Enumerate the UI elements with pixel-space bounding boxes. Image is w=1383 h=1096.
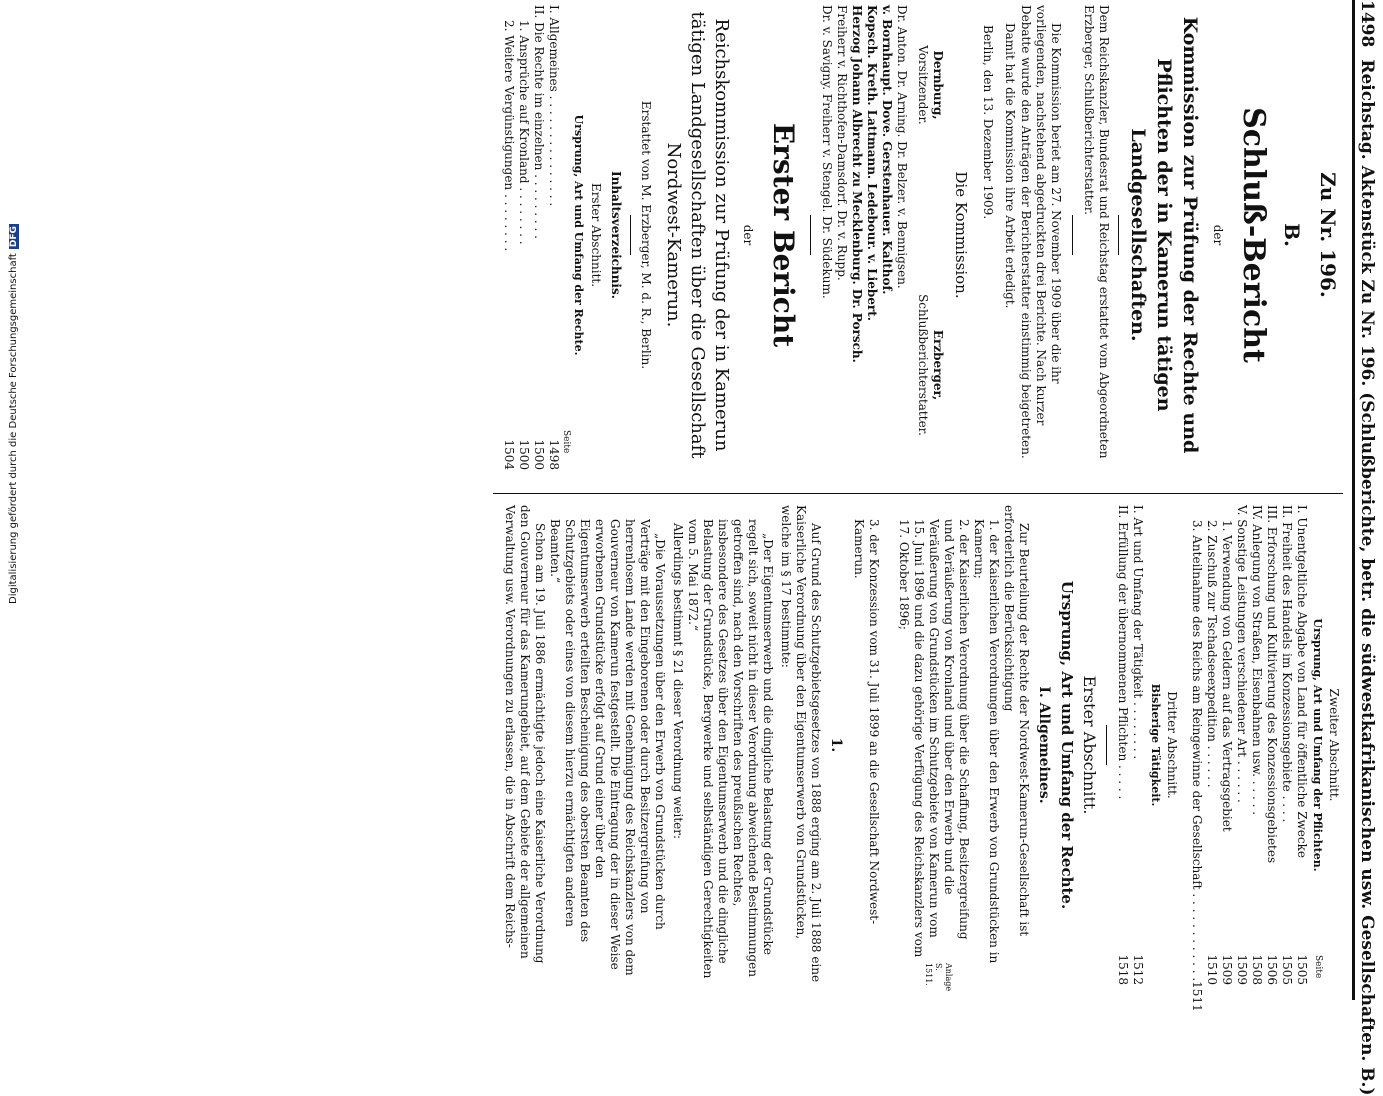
- toc-section-3: Dritter Abschnitt.: [1165, 691, 1179, 799]
- list-item: 2. der Kaiserlichen Verordnung über die Schaffung, Besitzergreifung und Veräußerung von Kronland und über den Erwerb und die Veräußerung von Grundstücken im Schutzgebiete von Kamerun vom 15. Juni 1896 und die dazu gehörige Verfügung des Reichskanzlers vom 17. Oktober 1896;: [897, 519, 971, 958]
- first-report-title: Erster Bericht: [767, 122, 800, 348]
- member-line: Kopsch. Kreth. Lattmann. Ledebour. v. Liebert.: [865, 5, 879, 321]
- header-rule: [1352, 0, 1355, 1000]
- toc-row: 2. Weitere Vergünstigungen . . . . . . . . 1504: [502, 20, 516, 470]
- paragraph: Schon am 19. Juli 1886 ermächtigte jedoch eine Kaiserliche Verordnung den Gouverneur für das Kamerungebiet, auf dem Gebiete der allgemeinen Verwaltung usw. Verordnungen zu erlassen, die in Abschrift dem Reichs-: [503, 505, 547, 964]
- toc-section-2-sub: Ursprung, Art und Umfang der Pflichten.: [1311, 618, 1324, 872]
- divider: [810, 215, 811, 255]
- reich-commission-title: Reichskommission zur Prüfung der in Kamerun tätigen Landgesellschaften über die Gesellschaft Nordwest-Kamerun.: [663, 11, 732, 459]
- list-item: 1. der Kaiserlichen Verordnungen über den Erwerb von Grundstücken in Kamerun;: [972, 519, 1001, 964]
- section-1-sub: Ursprung, Art und Umfang der Rechte.: [1058, 580, 1076, 910]
- quote: „Die Voraussetzungen über den Erwerb von Grundstücken durch Verträge mit den Eingeborenen oder durch Besitzergreifung von herrenlosem Lande werden mit Genehmigung des Reichskanzlers von dem Gouverneur von Kamerun festgestellt. Die Eintragung der in dieser Weise erworbenen Grundstücke erfolgt auf Grund einer über den Eigentumserwerb erteilten Bescheinigung des obersten Beamten des Schutzgebiets oder eines von diesem hierzu ermächtigten anderen Beamten.“: [548, 519, 667, 976]
- margin-note: Anlage S. 1511.: [924, 963, 953, 992]
- toc-row: II. Die Rechte im einzelnen . . . . . . . . . 1500: [532, 5, 546, 470]
- toc-row: 1. Verwendung von Geldern auf das Vertragsgebiet 1509: [1220, 520, 1234, 985]
- divider: [1118, 215, 1119, 255]
- member-line: Dr. Anton. Dr. Arning. Dr. Belzer. v. Bennigsen.: [895, 5, 909, 289]
- document-title: Schluß-Bericht: [1236, 107, 1271, 363]
- toc-section-1-sub: Ursprung, Art und Umfang der Rechte.: [572, 114, 585, 356]
- page-number: 1498: [1357, 0, 1377, 48]
- chair-role: Vorsitzender.: [916, 45, 930, 125]
- chair-name: Dernburg,: [931, 50, 945, 120]
- toc-page-label: Seite: [561, 430, 571, 454]
- quote: „Der Eigentumserwerb und die dingliche Belastung der Grundstücke regelt sich, soweit nicht in dieser Verordnung abweichende Bestimmungen getroffen sind, nach den Vorschriften des preußischen Rechtes, insbesondere des Gesetzes über den Eigentumserwerb und die dingliche Belastung der Grundstücke, Bergwerke und selbständigen Gerechtigkeiten vom 5. Mai 1872.“: [686, 519, 775, 979]
- dfg-logo: DFG: [9, 226, 19, 248]
- toc-row: 1. Ansprüche auf Kronland . . . . . . . . 1500: [517, 20, 531, 470]
- commission-label: Die Kommission.: [952, 171, 970, 299]
- toc-row: III. Erforschung und Kultivierung des Konzessionsgebietes 1506: [1265, 505, 1279, 985]
- toc-row: II. Erfüllung der übernommenen Pflichten . . . . . 1518: [1116, 505, 1130, 985]
- divider: [1106, 725, 1107, 765]
- reporter-line: Erstattet von M. Erzberger, M. d. R., Berlin.: [639, 100, 653, 370]
- toc-section-3-sub: Bisherige Tätigkeit.: [1149, 683, 1162, 807]
- reporter-role: Schlußberichterstatter.: [916, 294, 930, 436]
- running-title: Reichstag. Aktenstück Zu Nr. 196. (Schlußberichte, betr. die südwestkafrikanischen usw. Gesellschaften. B.): [1357, 59, 1377, 1096]
- heading-allgemeines: I. Allgemeines.: [1036, 686, 1052, 804]
- column-divider: [493, 493, 1343, 494]
- der-label: der: [1211, 224, 1225, 246]
- subsection-number: 1.: [828, 737, 844, 753]
- list-item: 3. der Konzession vom 31. Juli 1899 an die Gesellschaft Nordwest-Kamerun.: [852, 519, 881, 925]
- divider: [630, 215, 631, 255]
- toc-title: Inhaltsverzeichnis.: [609, 171, 623, 299]
- toc-section-2: Zweiter Abschnitt.: [1327, 688, 1341, 802]
- footer-credit: [8, 212, 22, 604]
- section-letter: B.: [1280, 223, 1304, 247]
- paragraph: Auf Grund des Schutzgebietsgesetzes von 1888 erging am 2. Juli 1888 eine Kaiserliche Verordnung über den Eigentumserwerb von Grundstücken, welche im § 17 bestimmte:: [779, 505, 823, 983]
- commission-title: Kommission zur Prüfung der Rechte und Pflichten der in Kamerun tätigen Landgesellschaften.: [1127, 16, 1201, 454]
- toc-row: II. Freiheit des Handels im Konzessionsgebiete . . . . 1505: [1280, 505, 1294, 985]
- paragraph-1: Die Kommission beriet am 27. November 1909 über die ihr vorliegenden, nachstehend abgedruckten drei Berichte. Nach kurzer Debatte wurde den Anträgen der Berichterstatter einstimmig beigetreten.: [1019, 5, 1063, 459]
- reporter-name: Erzberger,: [931, 329, 945, 401]
- divider: [1072, 215, 1073, 255]
- toc-row: V. Sonstige Leistungen verschiedener Art . . . . . . 1509: [1235, 505, 1249, 985]
- intro-text: Zur Beurteilung der Rechte der Nordwest-Kamerun-Gesellschaft ist erforderlich die Berücksichtigung: [1002, 505, 1031, 937]
- date-line: Berlin, den 13. Dezember 1909.: [981, 25, 995, 220]
- toc-row: 3. Anteilnahme des Reichs am Reingewinne der Gesellschaft . . . . . . . . . . . . 1511: [1190, 520, 1204, 1012]
- member-line: v. Bornhaupt. Dove. Gerstenhauer. Kalthof.: [880, 5, 894, 295]
- footer-text: Digitalisierung gefördert durch die Deutsche Forschungsgemeinschaft: [8, 253, 19, 604]
- toc-page-label: Seite: [1313, 955, 1323, 979]
- section-1-title: Erster Abschnitt.: [1080, 675, 1099, 815]
- toc-row: I. Art und Umfang der Tätigkeit . . . . . . . . 1512: [1131, 505, 1145, 985]
- member-line: Dr. v. Savigny. Freiherr v. Stengel. Dr. Südekum.: [820, 5, 834, 299]
- page-header: [1357, 0, 1377, 1096]
- toc-row: I. Unentgeltliche Abgabe von Land für öffentliche Zwecke 1505: [1295, 505, 1309, 985]
- der-label-2: der: [741, 224, 755, 246]
- member-line: Herzog Johann Albrecht zu Mecklenburg. Dr. Porsch.: [850, 5, 864, 363]
- member-line: Freiherr v. Richthofen-Damsdorf. Dr. v. Rupp.: [835, 5, 849, 281]
- toc-row: I. Allgemeines . . . . . . . . . . . . . . . 1498: [547, 5, 561, 470]
- toc-row: 2. Zuschuß zur Tschadseeexpedition . . . . . . 1510: [1205, 520, 1219, 985]
- toc-row: IV. Anlegung von Straßen, Eisenbahnen usw. . . . . . 1508: [1250, 505, 1264, 985]
- zu-nr: Zu Nr. 196.: [1316, 172, 1340, 298]
- paragraph: Allerdings bestimmt § 21 dieser Verordnung weiter:: [671, 523, 685, 840]
- paragraph-2: Damit hat die Kommission ihre Arbeit erledigt.: [1003, 23, 1017, 309]
- addressee: Dem Reichskanzler, Bundesrat und Reichstag erstattet vom Abgeordneten Erzberger, Schlußberichterstatter.: [1082, 5, 1111, 459]
- toc-section-1: Erster Abschnitt.: [589, 182, 603, 288]
